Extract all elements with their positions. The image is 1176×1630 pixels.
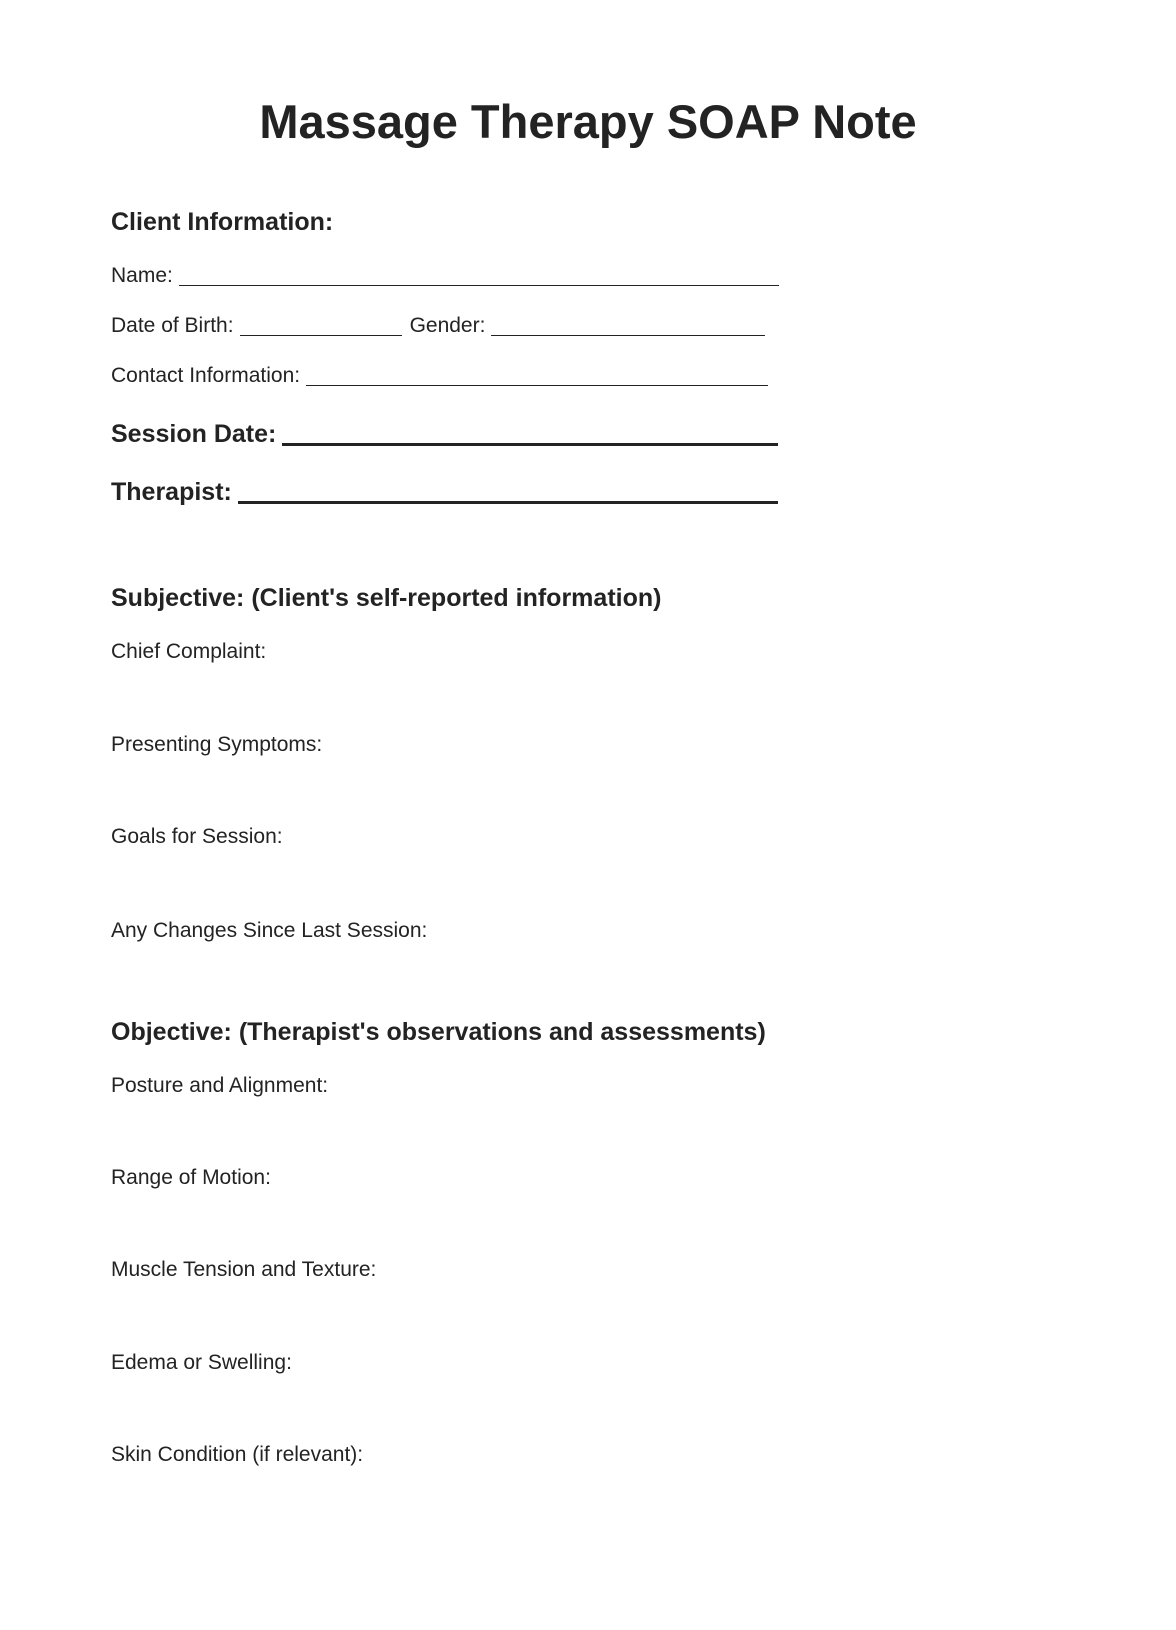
posture-label: Posture and Alignment: (111, 1074, 329, 1097)
name-label: Name: (111, 264, 173, 287)
edema-label: Edema or Swelling: (111, 1351, 292, 1374)
dob-gender-row (111, 312, 765, 340)
session-date-row (111, 418, 778, 450)
dob-label: Date of Birth: (111, 314, 234, 337)
skin-condition-label: Skin Condition (if relevant): (111, 1443, 364, 1466)
therapist-row (111, 476, 778, 508)
contact-field[interactable] (306, 365, 768, 386)
objective-heading: Objective: (Therapist's observations and assessments) (111, 1018, 766, 1046)
chief-complaint-label: Chief Complaint: (111, 640, 267, 663)
name-field[interactable] (179, 265, 779, 286)
therapist-field[interactable] (238, 477, 778, 504)
gender-label: Gender: (409, 314, 486, 337)
presenting-symptoms-label: Presenting Symptoms: (111, 733, 323, 756)
document-title: Massage Therapy SOAP Note (259, 95, 917, 148)
dob-field[interactable] (240, 315, 402, 336)
contact-label: Contact Information: (111, 364, 301, 387)
therapist-label: Therapist: (111, 478, 232, 506)
changes-since-last-label: Any Changes Since Last Session: (111, 919, 428, 942)
gender-field[interactable] (491, 315, 765, 336)
client-info-heading: Client Information: (111, 208, 334, 236)
goals-label: Goals for Session: (111, 825, 283, 848)
name-row (111, 262, 779, 290)
subjective-heading: Subjective: (Client's self-reported information) (111, 584, 662, 612)
range-of-motion-label: Range of Motion: (111, 1166, 271, 1189)
session-date-field[interactable] (282, 419, 778, 446)
muscle-tension-label: Muscle Tension and Texture: (111, 1258, 377, 1281)
session-date-label: Session Date: (111, 420, 277, 448)
contact-row (111, 362, 768, 390)
